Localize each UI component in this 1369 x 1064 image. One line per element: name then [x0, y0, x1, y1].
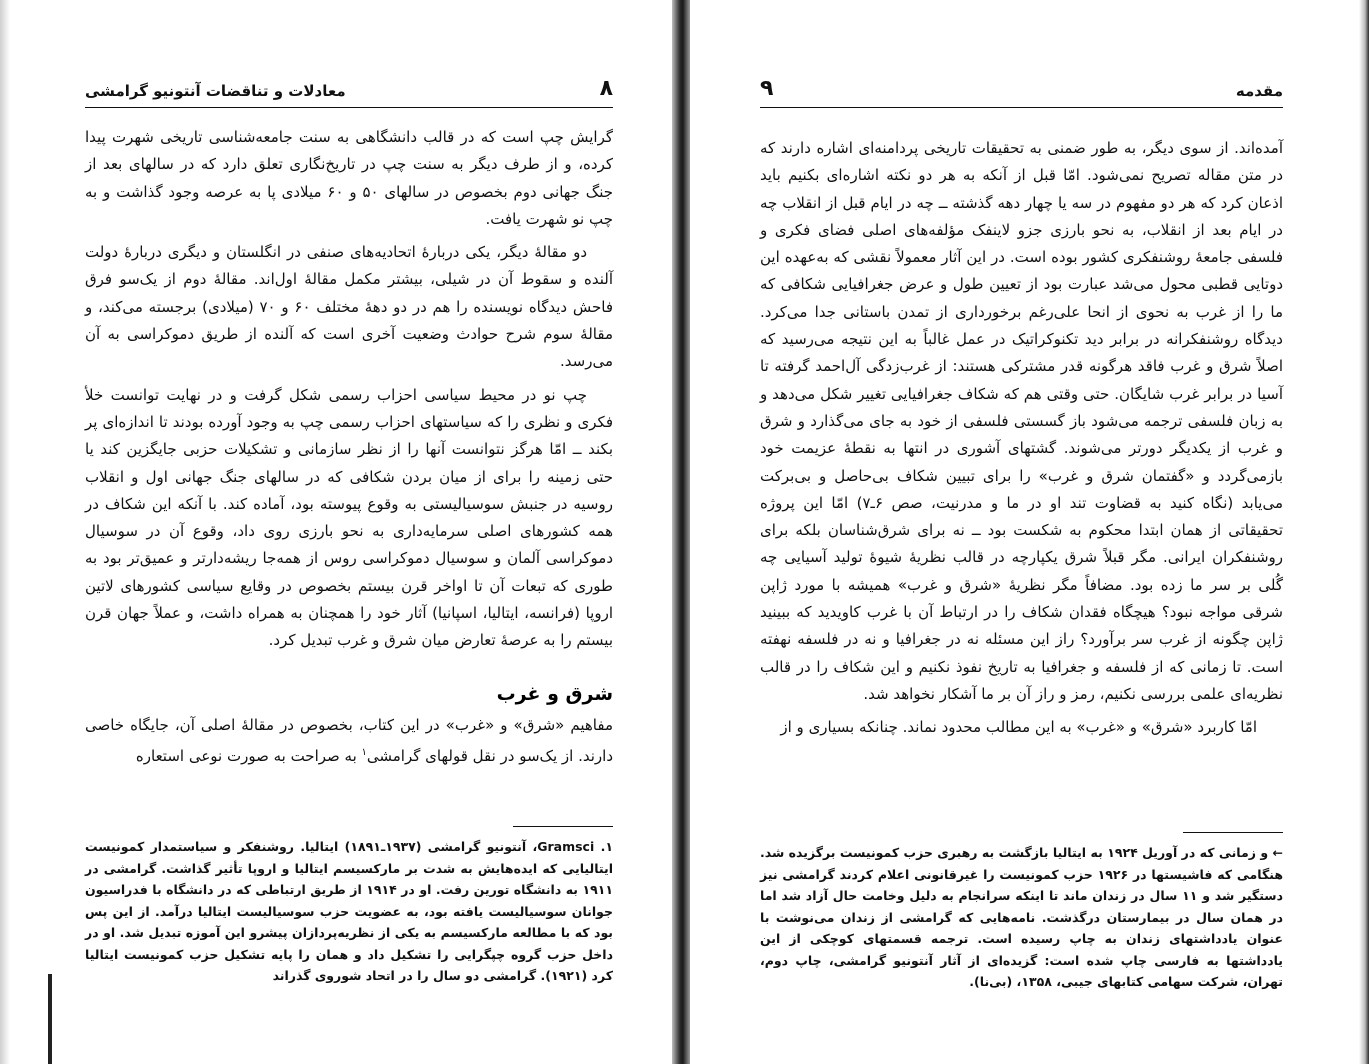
right-page [690, 0, 1369, 1064]
section-heading: شرق و غرب [496, 682, 613, 705]
paragraph: امّا کاربرد «شرق» و «غرب» به این مطالب محدود نماند. چنانکه بسیاری و از [780, 718, 1257, 737]
page-number: ۹ [760, 76, 774, 101]
left-page [0, 0, 672, 1064]
footnote: ۱. Gramsci، آنتونیو گرامشی (۱۹۳۷ـ۱۸۹۱) ایتالیا. روشنفکر و سیاستمدار کمونیست ایتالیایی که ایده‌هایش به شدت بر مارکسیسم ایتالیا و اروپا تأثیر گذاشت. گرامشی در ۱۹۱۱ به دانشگاه تورین رفت. او در ۱۹۱۴ از طریق ارتباطی که در دانشگاه با فدراسیون جوانان سوسیالیست یافته بود، به عضویت حزب سوسیالیست ایتالیا درآمد. از این پس بود که با مطالعه مارکسیسم به یکی از نظریه‌پردازان پیشرو این آموزه تبدیل شد. او در داخل حزب گروه چپگرایی را تشکیل داد و همان را پایه تشکیل حزب کمونیست ایتالیا کرد (۱۹۲۱). گرامشی دو سال را در اتحاد شوروی گذراند [85, 839, 614, 983]
paragraph: چپ نو در محیط سیاسی احزاب رسمی شکل گرفت و در نهایت توانست خلأ فکری و نظری را که سیاستهای احزاب رسمی چپ به وجود آورده بودند تا اندازه‌ای پر بکند ــ امّا هرگز نتوانست آنها را از نظر سازمانی و تشکیلات حزبی جایگزین کند یا حتی زمینه را برای از میان بردن شکافی که در سالهای جنگ جهانی اول و انقلاب روسیه در جنبش سوسیالیستی به وقوع پیوسته بود، آماده کند. با آنکه این شکاف در همه کشورهای اصلی سرمایه‌داری به نحو بارزی روی داد، وقوع آن در سوسیال دموکراسی آلمان و سوسیال دموکراسی روس از همه‌جا ریشه‌دارتر و عمیق‌تر بود به طوری که تبعات آن تا اواخر قرن بیستم بخصوص در وقایع سیاسی کشورهای لاتین اروپا (فرانسه، ایتالیا، اسپانیا) آثار خود را همچنان به همراه داشت، و عملاً جهان قرن بیستم را به عرصهٔ تعارض میان شرق و غرب تبدیل کرد. [85, 385, 613, 650]
left-page-edge [0, 0, 10, 1064]
paragraph-text: به صراحت به صورت نوعی استعاره [135, 747, 362, 766]
footnote-rule [1183, 832, 1283, 833]
section-paragraph [85, 712, 613, 771]
right-page-header [760, 78, 1283, 108]
left-page-header [85, 78, 613, 108]
right-page-body [760, 135, 1283, 742]
left-page-edge-mark [48, 974, 52, 1064]
left-page-footnotes [85, 836, 613, 987]
paragraph: گرایش چپ است که در قالب دانشگاهی به سنت جامعه‌شناسی تاریخی شهرت پیدا کرده، و از طرف دیگر به سنت چپ در تاریخ‌نگاری تعلق دارد که در سالهای بعد از جنگ جهانی دوم بخصوص در سالهای ۵۰ و ۶۰ میلادی پا به عرصه وجود گذاشت و به چپ نو شهرت یافت. [85, 128, 613, 228]
footnote-marker: ۱ [361, 747, 367, 759]
left-page-body [85, 124, 613, 771]
footnote [760, 842, 1283, 993]
right-page-edge [1359, 0, 1369, 1064]
paragraph-text: مفاهیم «شرق» و «غرب» در این کتاب، بخصوص در مقالهٔ اصلی آن، جایگاه خاصی دارند. از یک‌سو در نقل قولهای گرامشی [85, 715, 613, 766]
book-gutter [672, 0, 690, 1064]
footnote-text: و زمانی که در آوریل ۱۹۲۴ به ایتالیا بازگشت به رهبری حزب کمونیست برگزیده شد. هنگامی که فاشیستها در ۱۹۲۶ حزب کمونیست را غیرقانونی اعلام کردند گرامشی نیز دستگیر شد و ۱۱ سال در زندان ماند تا اینکه سرانجام به دلیل وخامت حال آزاد شد اما در همان سال در بیمارستان درگذشت. نامه‌هایی که گرامشی از زندان می‌نوشت با عنوان یادداشتهای زندان به چاپ رسیده است. ترجمه قسمتهای کوچکی از این یادداشتها به فارسی چاپ شده است: گزیده‌ای از آثار آنتونیو گرامشی، چاپ دوم، تهران، شرکت سهامی کتابهای جیبی، ۱۳۵۸، (بی‌نا). [760, 845, 1284, 989]
running-title: مقدمه [1235, 82, 1283, 100]
paragraph: دو مقالهٔ دیگر، یکی دربارهٔ اتحادیه‌های صنفی در انگلستان و دیگری دربارهٔ دولت آلنده و سقوط آن در شیلی، بیشتر مکمل مقالهٔ اول‌اند. مقالهٔ دوم از یک‌سو فرق فاحش دیدگاه نویسنده را هم در دو دههٔ مختلف ۶۰ و ۷۰ (میلادی) برجسته می‌کند، و مقالهٔ سوم شرح حوادث وضعیت آخری است که آلنده از طریق دموکراسی به آن می‌رسد. [85, 243, 614, 371]
right-page-footnotes [760, 842, 1283, 993]
page-number: ۸ [599, 76, 613, 101]
header-rule [760, 107, 1283, 108]
header-rule [85, 107, 613, 108]
paragraph: آمده‌اند. از سوی دیگر، به طور ضمنی به تحقیقات تاریخی پردامنه‌ای اشاره دارند که در متن مقاله تصریح نمی‌شود. امّا قبل از آنکه به هر دو نکته اشاره‌ای بکنیم باید اذعان کرد که هر دو مفهوم در سه یا چهار دهه گذشته ــ چه در ایام قبل از انقلاب چه در ایام بعد از انقلاب، به نحو بارزی جزو لاینفک مؤلفه‌های اصلی فضای فکری و فلسفی جامعهٔ روشنفکری کشور بوده است. در این آثار معمولاً نقشی که به‌عهده این دوتایی قطبی محول می‌شد عبارت بود از تعیین طول و عرض جغرافیایی شکافی که ما را از غرب به نحوی از انحا علی‌رغم برخورداری از تمدن باستانی جدا می‌کرد. دیدگاه روشنفکرانه در برابر دید تکنوکراتیک در عمل غالباً به این نتیجه می‌رسید که اصلاً شرق و غرب فاقد هرگونه قدر مشترکی هستند: از غرب‌زدگی آل‌احمد گرفته تا آسیا در برابر غرب شایگان. حتی وقتی هم که شکاف جغرافیایی تغییر شکل می‌دهد و به زبان فلسفی ترجمه می‌شود باز گسستی فلسفی از خود به جای می‌گذارد و شرق و غرب از یکدیگر دورتر می‌شوند. گشتهای آشوری در انتها به نقطهٔ عزیمت خود بازمی‌گردد و «گفتمان شرق و غرب» را برای تبیین شکاف بی‌حاصل و بی‌برکت می‌یابد (نگاه کنید به قضاوت تند او در ما و مدرنیت، صص ۶ـ۷) امّا این پروژه تحقیقاتی از همان ابتدا محکوم به شکست بود ــ نه برای شرق‌شناسان بلکه برای روشنفکران ایرانی. مگر قبلاً شرق یکپارچه در قالب نظریهٔ شیوهٔ تولید آسیایی چه گُلی بر سر ما زده بود. مضافاً مگر نظریهٔ «شرق و غرب» همیشه با مورد ژاپن شرقی مواجه نبود؟ هیچگاه فقدان شکاف را در ارتباط آن با غرب کاویدید که ببینید ژاپن چگونه از غرب سر برآورد؟ راز این مسئله نه در جغرافیا و نه در فلسفه نهفته است. تا زمانی که از فلسفه و جغرافیا به تاریخ نفوذ نکنیم و این شکاف را در قالب نظریه‌ای علمی بررسی نکنیم، رمز و راز آن بر ما آشکار نخواهد شد. [760, 139, 1283, 703]
footnote-rule [513, 826, 613, 827]
continuation-arrow-icon: ← [1272, 845, 1283, 860]
running-title: معادلات و تناقضات آنتونیو گرامشی [85, 82, 346, 100]
